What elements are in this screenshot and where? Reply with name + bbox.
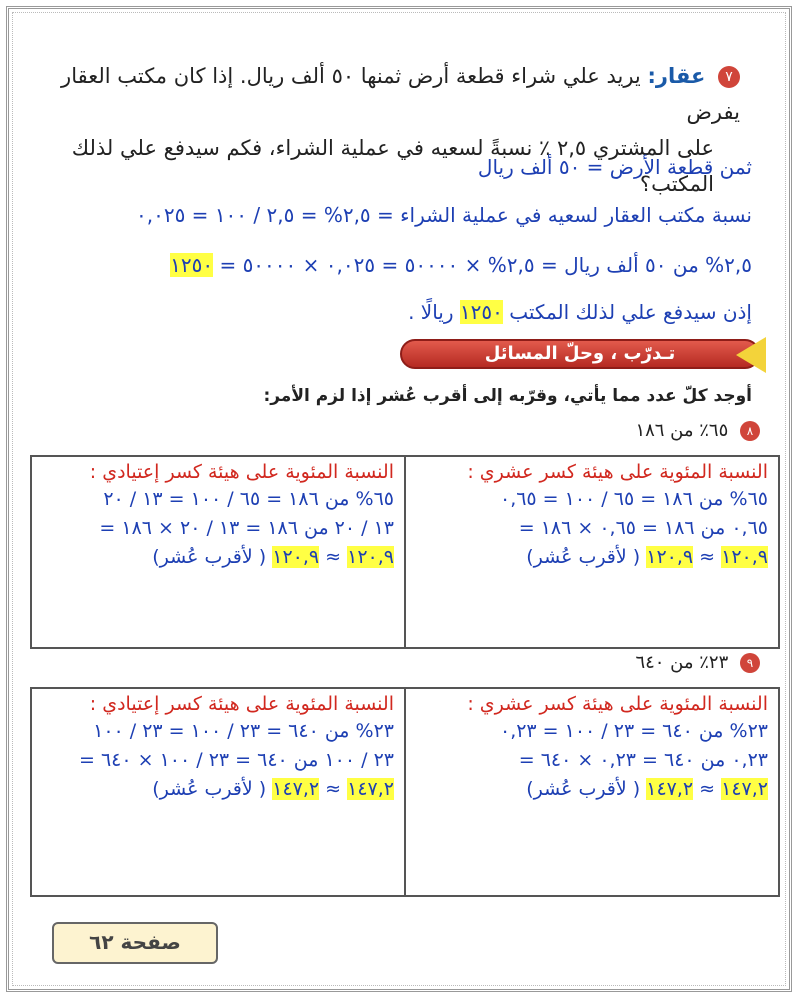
fraction-result-2: ١٢٠,٩ — [272, 546, 320, 568]
exercise-8-decimal-cell — [405, 456, 779, 648]
solution-result-highlight: ١٢٥٠ — [170, 253, 214, 277]
decimal-result-1: ١٢٠,٩ — [721, 546, 768, 568]
decimal-line-3 — [416, 543, 768, 572]
exercise-9-table — [30, 687, 780, 897]
solution-line-3-text: ٢,٥% من ٥٠ ألف ريال = ٢,٥% × ٥٠٠٠٠ = ٠,٠٢٥ × ٥٠٠٠٠ = — [219, 253, 752, 277]
rounding-note: ( لأقرب عُشر) — [526, 778, 641, 800]
fraction-result-1: ١٤٧,٢ — [347, 778, 394, 800]
exercise-9-decimal-cell — [405, 688, 779, 896]
exercise-8-label: ٦٥٪ من ١٨٦ — [635, 420, 729, 441]
fraction-line-3 — [42, 775, 394, 804]
decimal-title: النسبة المئوية على هيئة كسر عشري : — [467, 461, 768, 483]
decimal-result-2: ١٤٧,٢ — [646, 778, 694, 800]
problem-keyword: عقار: — [647, 64, 706, 88]
problem-number-badge: ٧ — [718, 66, 740, 88]
solution-line-4-after: ريالًا . — [408, 300, 454, 324]
solution-line-3 — [170, 253, 752, 277]
exercise-9-header — [635, 652, 760, 673]
exercise-8-fraction-cell — [31, 456, 405, 648]
fraction-result-1: ١٢٠,٩ — [347, 546, 394, 568]
solution-line-2: نسبة مكتب العقار لسعيه في عملية الشراء = ٢,٥% = ٢,٥ / ١٠٠ = ٠,٠٢٥ — [136, 203, 752, 227]
exercise-8-badge: ٨ — [740, 421, 760, 441]
exercise-9-fraction-cell — [31, 688, 405, 896]
page-number-label: صفحة ٦٢ — [52, 922, 218, 964]
banner-arrow-icon — [736, 337, 766, 373]
decimal-line-2: ٠,٦٥ من ١٨٦ = ٠,٦٥ × ١٨٦ = — [518, 517, 768, 539]
rounding-note: ( لأقرب عُشر) — [152, 546, 267, 568]
decimal-line-2: ٠,٢٣ من ٦٤٠ = ٠,٢٣ × ٦٤٠ = — [518, 749, 768, 771]
instruction-text: أوجد كلّ عدد مما يأتي، وقرّبه إلى أقرب عُشر إذا لزم الأمر: — [263, 386, 752, 406]
fraction-line-2: ٢٣ / ١٠٠ من ٦٤٠ = ٢٣ / ١٠٠ × ٦٤٠ = — [78, 749, 394, 771]
fraction-line-1: ٦٥% من ١٨٦ = ٦٥ / ١٠٠ = ١٣ / ٢٠ — [103, 488, 394, 510]
problem-text-2: على المشتري ٢,٥ ٪ نسبةً لسعيه في عملية الشراء، فكم سيدفع علي لذلك المكتب؟ — [71, 136, 714, 196]
solution-line-4 — [408, 300, 752, 324]
solution-line-1: ثمن قطعة الأرض = ٥٠ ألف ريال — [477, 155, 752, 179]
problem-text-1: يريد علي شراء قطعة أرض ثمنها ٥٠ ألف ريال. إذا كان مكتب العقار يفرض — [61, 64, 740, 124]
problem-statement — [40, 58, 740, 202]
practice-banner-label: تـدرّب ، وحلّ المسائل — [400, 339, 760, 369]
fraction-line-1: ٢٣% من ٦٤٠ = ٢٣ / ١٠٠ = ٢٣ / ١٠٠ — [93, 720, 394, 742]
fraction-title: النسبة المئوية على هيئة كسر إعتيادي : — [89, 461, 394, 483]
approx-sign: ≈ — [699, 546, 716, 568]
exercise-8-header — [635, 420, 760, 441]
decimal-result-2: ١٢٠,٩ — [646, 546, 694, 568]
practice-banner — [380, 337, 760, 373]
solution-line-4-value: ١٢٥٠ — [459, 300, 503, 324]
approx-sign: ≈ — [325, 546, 342, 568]
fraction-result-2: ١٤٧,٢ — [272, 778, 320, 800]
fraction-line-2: ١٣ / ٢٠ من ١٨٦ = ١٣ / ٢٠ × ١٨٦ = — [99, 517, 394, 539]
exercise-9-label: ٢٣٪ من ٦٤٠ — [635, 652, 729, 673]
rounding-note: ( لأقرب عُشر) — [152, 778, 267, 800]
rounding-note: ( لأقرب عُشر) — [526, 546, 641, 568]
approx-sign: ≈ — [699, 778, 716, 800]
decimal-line-1: ٦٥% من ١٨٦ = ٦٥ / ١٠٠ = ٠,٦٥ — [499, 488, 768, 510]
solution-line-4-before: إذن سيدفع علي لذلك المكتب — [509, 300, 752, 324]
decimal-result-1: ١٤٧,٢ — [721, 778, 768, 800]
exercise-8-table — [30, 455, 780, 649]
decimal-line-1: ٢٣% من ٦٤٠ = ٢٣ / ١٠٠ = ٠,٢٣ — [499, 720, 768, 742]
decimal-line-3 — [416, 775, 768, 804]
exercise-9-badge: ٩ — [740, 653, 760, 673]
problem-line-1 — [40, 58, 740, 130]
fraction-title: النسبة المئوية على هيئة كسر إعتيادي : — [89, 693, 394, 715]
decimal-title: النسبة المئوية على هيئة كسر عشري : — [467, 693, 768, 715]
fraction-line-3 — [42, 543, 394, 572]
approx-sign: ≈ — [325, 778, 342, 800]
